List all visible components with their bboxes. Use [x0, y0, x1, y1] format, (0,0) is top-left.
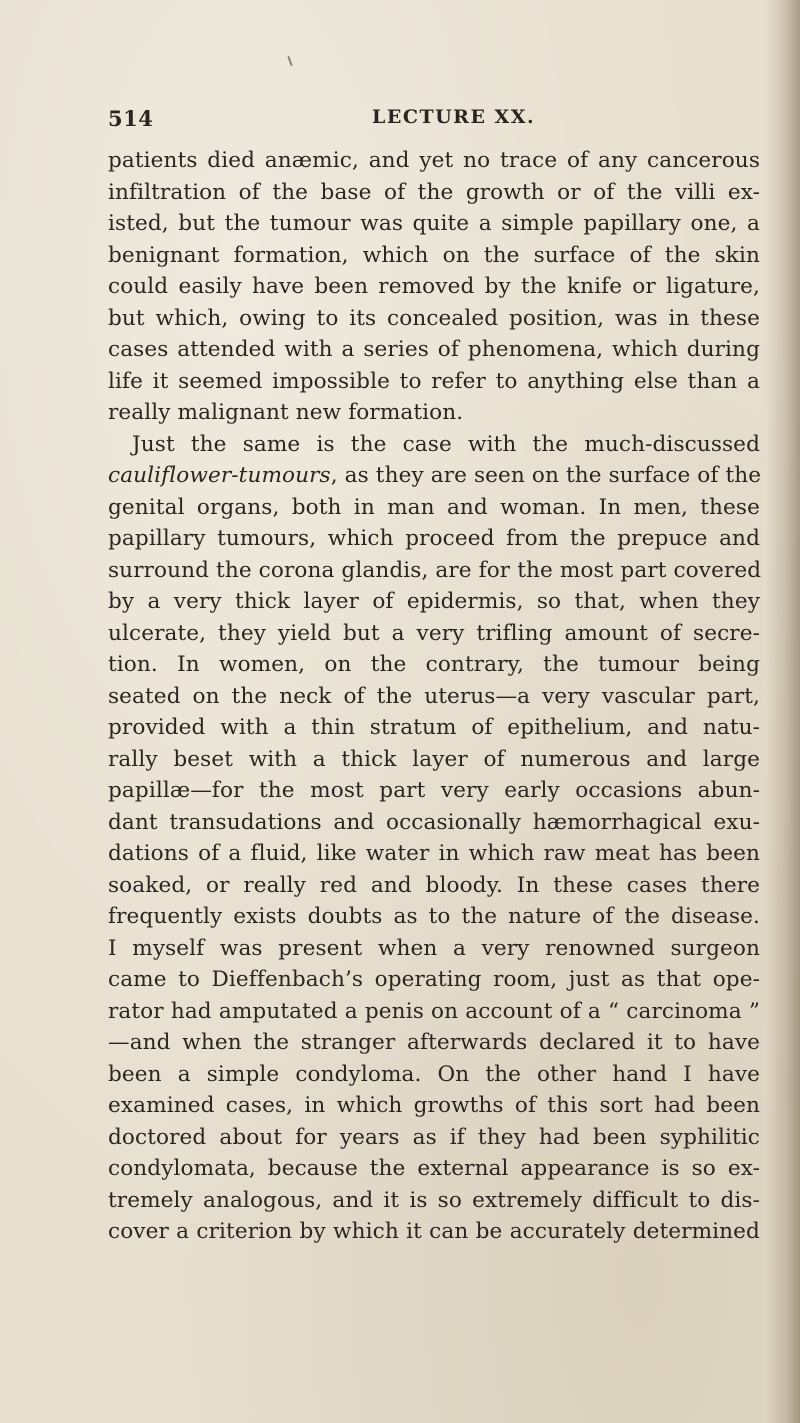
text-line: examined cases, in which growths of this sort had been	[108, 1093, 760, 1118]
text-line: rator had amputated a penis on account of a “ carcinoma ”	[108, 998, 760, 1024]
text-line: seated on the neck of the uterus—a very vascular part,	[108, 683, 760, 709]
text-line: provided with a thin stratum of epithelium, and natu-	[108, 715, 760, 740]
body-text	[108, 145, 760, 1248]
text-line: really malignant new formation.	[108, 400, 464, 425]
text-line: doctored about for years as if they had been syphilitic	[108, 1124, 760, 1150]
text-line: cases attended with a series of phenomena, which during	[108, 337, 760, 362]
text-line: soaked, or really red and bloody. In these cases there	[108, 872, 760, 898]
text-line: life it seemed impossible to refer to anything else than a	[108, 368, 760, 394]
text-line: patients died anæmic, and yet no trace of any cancerous	[108, 148, 760, 173]
italic-term: cauliflower-tumours	[108, 463, 331, 488]
text-line-with-italic	[108, 460, 760, 492]
text-line: by a very thick layer of epidermis, so that, when they	[108, 589, 760, 614]
stray-ink-mark	[287, 56, 292, 66]
text-line: ulcerate, they yield but a very trifling amount of secre-	[108, 620, 760, 646]
text-line: but which, owing to its concealed position, was in these	[108, 305, 760, 331]
text-line: genital organs, both in man and woman. In men, these	[108, 494, 760, 520]
text-line: condylomata, because the external appearance is so ex-	[108, 1156, 760, 1181]
text-line: benignant formation, which on the surface of the skin	[108, 242, 760, 268]
text-line: dant transudations and occasionally hæmorrhagical exu-	[108, 809, 760, 835]
text-line: —and when the stranger afterwards declared it to have	[108, 1030, 760, 1055]
text-segment: , as they are seen on the surface of the	[330, 463, 762, 488]
text-line: frequently exists doubts as to the nature of the disease.	[108, 904, 760, 929]
text-line: infiltration of the base of the growth or of the villi ex-	[108, 179, 760, 205]
page-number: 514	[108, 106, 154, 131]
paragraph-start-line: Just the same is the case with the much-discussed	[132, 431, 760, 457]
text-line: papillæ—for the most part very early occasions abun-	[108, 778, 760, 803]
text-line: cover a criterion by which it can be accurately determined	[108, 1219, 760, 1244]
text-line: surround the corona glandis, are for the most part covered	[108, 557, 762, 583]
text-line: isted, but the tumour was quite a simple papillary one, a	[108, 211, 760, 236]
text-line: tremely analogous, and it is so extremely difficult to dis-	[108, 1187, 760, 1213]
text-line: came to Dieffenbach’s operating room, just as that ope-	[108, 967, 760, 992]
text-line: could easily have been removed by the knife or ligature,	[108, 274, 760, 299]
text-line: rally beset with a thick layer of numerous and large	[108, 746, 760, 772]
text-line: papillary tumours, which proceed from the prepuce and	[108, 526, 760, 551]
text-line: been a simple condyloma. On the other hand I have	[108, 1061, 760, 1087]
text-line: dations of a fluid, like water in which raw meat has been	[108, 841, 760, 866]
page-edge-shadow	[766, 0, 800, 1423]
text-line: tion. In women, on the contrary, the tumour being	[108, 652, 760, 677]
page-header	[108, 106, 748, 136]
running-head: LECTURE XX.	[372, 106, 536, 128]
text-line: I myself was present when a very renowned surgeon	[108, 935, 760, 961]
